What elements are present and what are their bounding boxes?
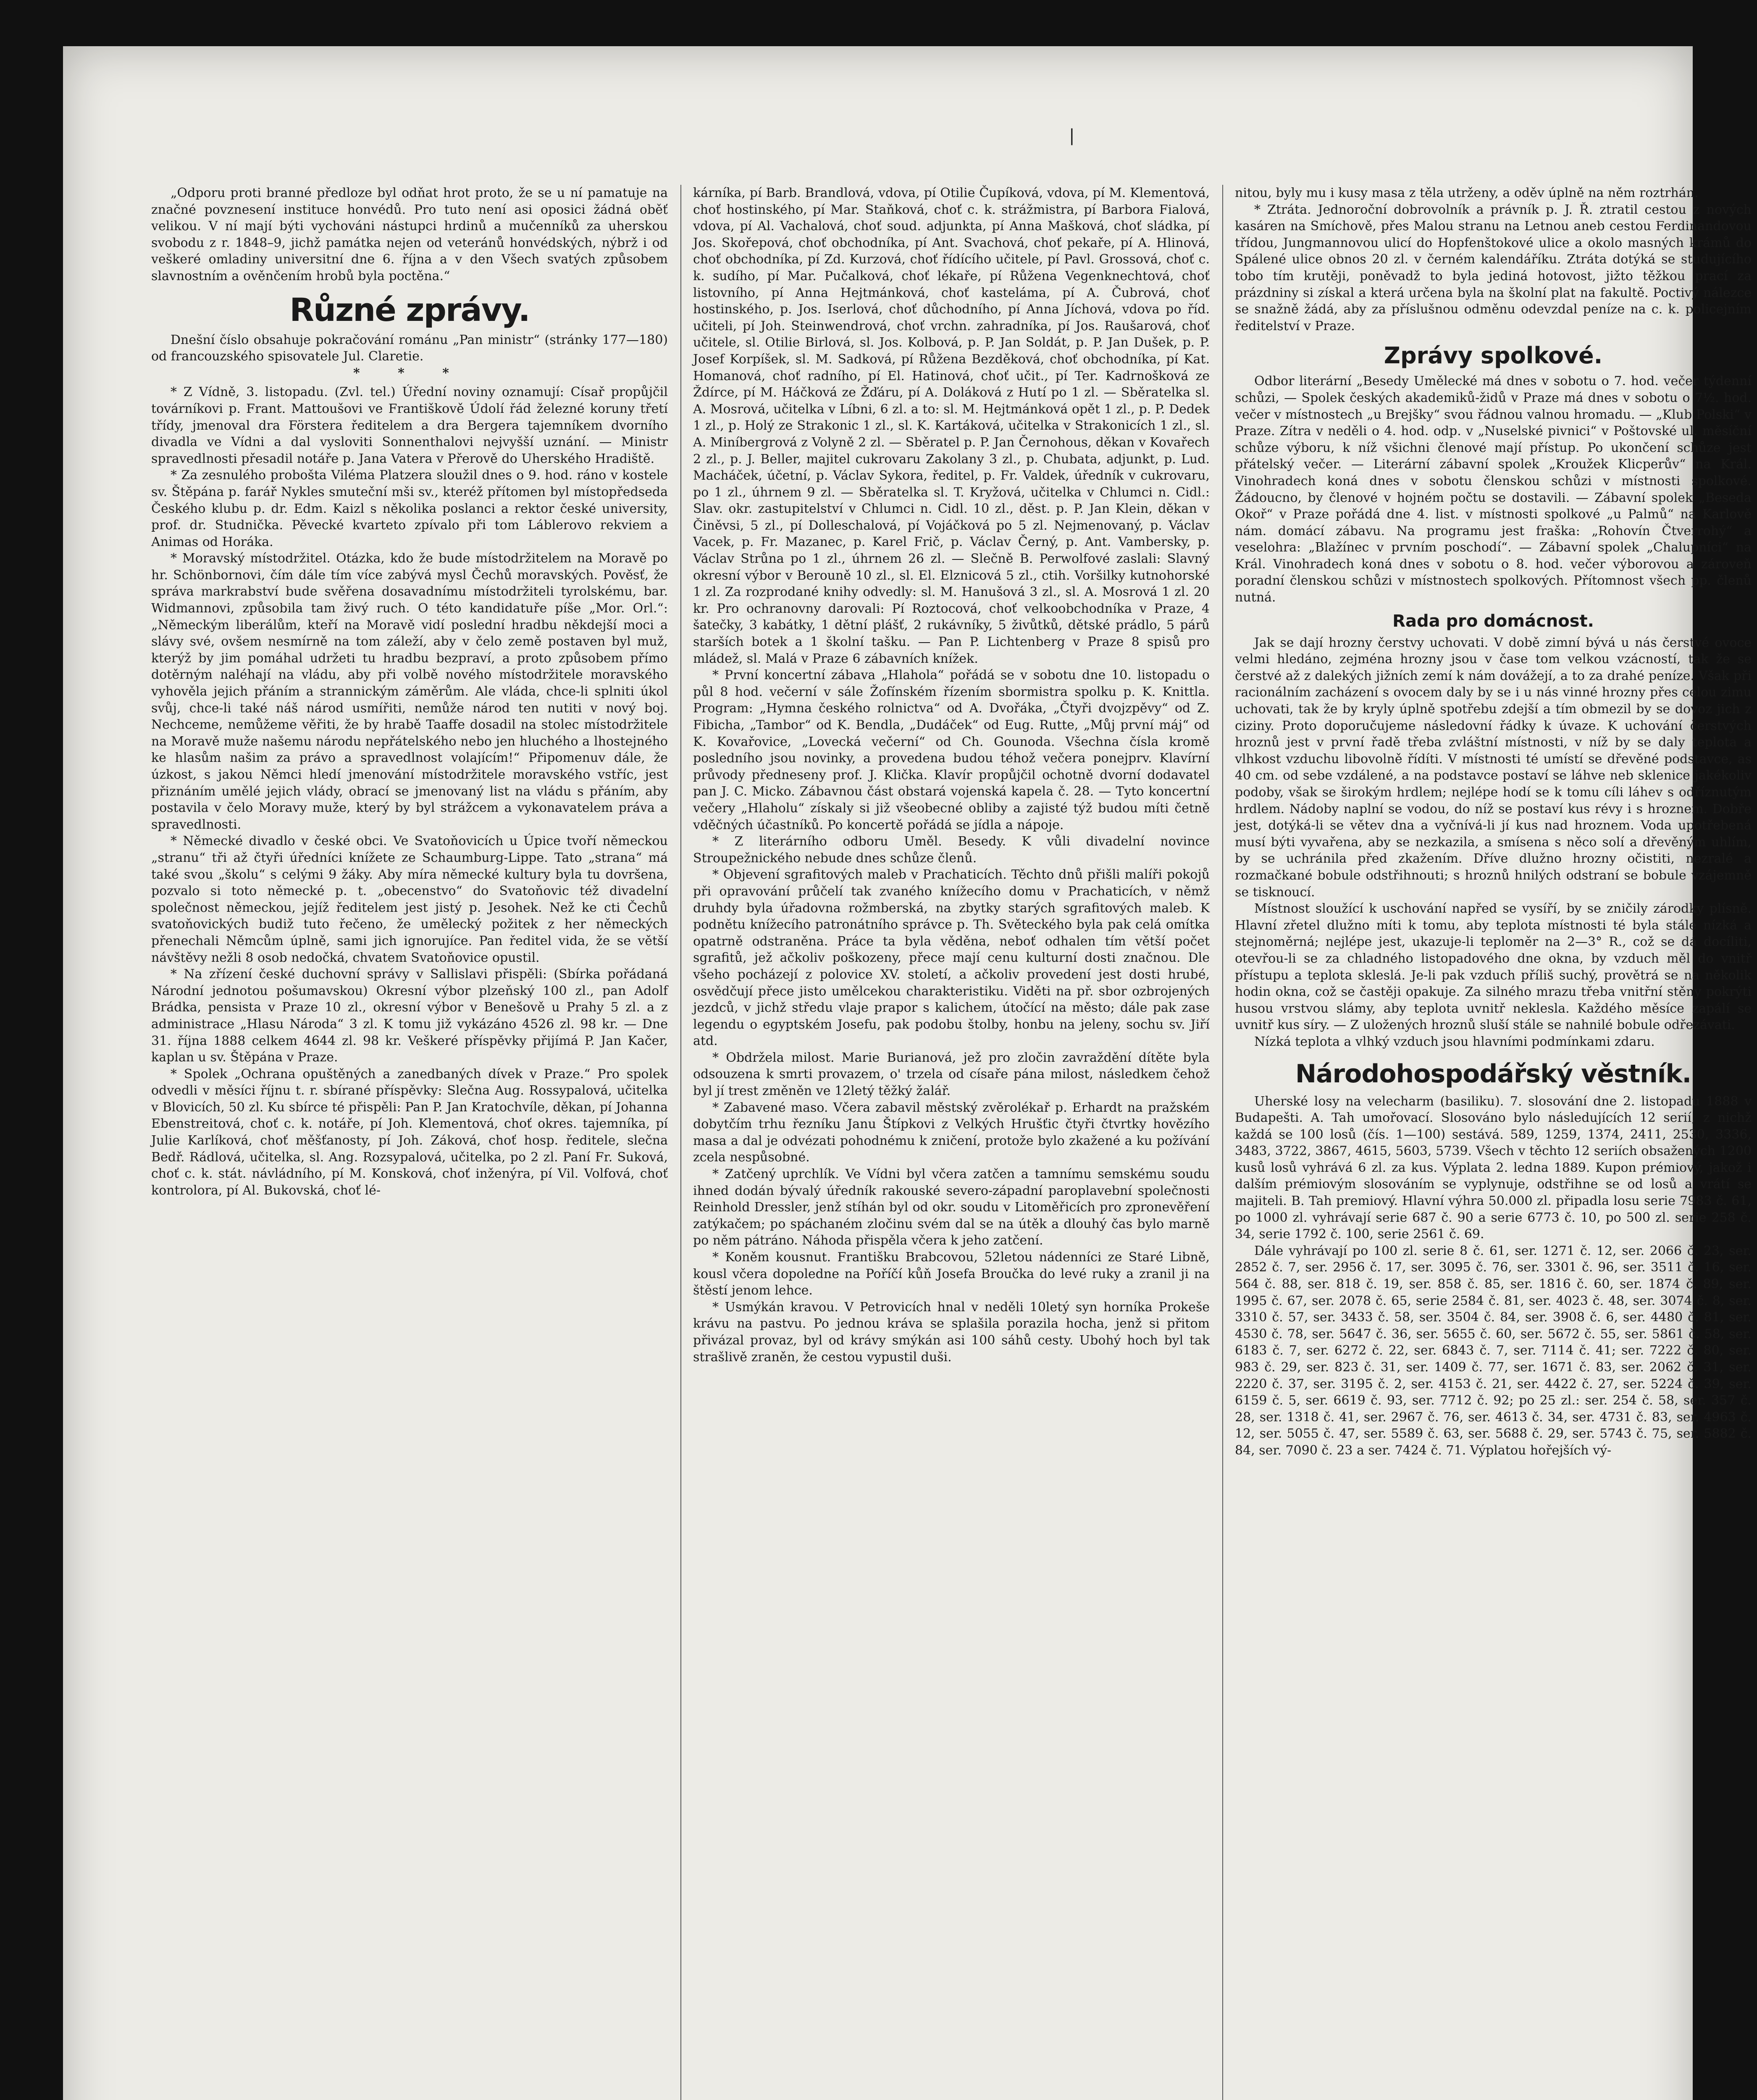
article-text: * Z literárního odboru Uměl. Besedy. K vůli divadelní novince Stroupežnického nebude dnes schůze členů. [693,834,1210,866]
column-1 [151,185,668,1199]
article-text: * První koncertní zábava „Hlahola“ pořádá se v sobotu dne 10. listopadu o půl 8 hod. večerní v sále Žofínském řízením sbormistra spolku p. K. Knittla. Program: „Hymna českého rolnictva“ od A. Dvořáka, „Čtyři dvojzpěvy“ od Z. Fibicha, „Tambor“ od K. Bendla, „Dudáček“ od Eug. Rutte, „Můj první máj“ od K. Kovařovice, „Lovecká večerní“ od Ch. Gounoda. Všechna čísla kromě posledního jsou novinky, a provedena budou téhož večera ponejprv. Klavírní průvody předneseny prof. J. Klička. Klavír propůjčil ochotně dvorní dodavatel pan J. C. Micko. Zábavnou část obstará vojenská kapela č. 28. — Tyto koncertní večery „Hlaholu“ získaly si již všeobecné obliby a zajisté týž budou míti četně vděčných účastníků. Po koncertě pořádá se jídla a nápoje. [693,668,1210,832]
article-text: * Koněm kousnut. Františku Brabcovou, 52letou nádenníci ze Staré Libně, kousl včera dopoledne na Poříčí kůň Josefa Broučka do levé ruky a zranil ji na štěstí jenom lehce. [693,1250,1210,1298]
article-text: * Na zřízení české duchovní správy v Sallislavi přispěli: (Sbírka pořádaná Národní jednotou pošumavskou) Okresní výbor plzeňský 100 zl., pan Adolf Brádka, pensista v Praze 10 zl., okresní výbor v Benešově u Prahy 5 zl. a z administrace „Hlasu Národa“ 3 zl. K tomu již vykázáno 4526 zl. 98 kr. — Dne 31. října 1888 celkem 4644 zl. 98 kr. Veškeré příspěvky přijímá P. Jan Kačer, kaplan u sv. Štěpána v Praze. [151,967,668,1065]
punch-mark: ❘ [1065,126,1079,145]
separator-stars: * * * [353,365,466,381]
article-text: „Odporu proti branné předloze byl odňat hrot proto, že se u ní pamatuje na značné povznesení instituce honvédů. Pro tuto není asi oposici žádná oběť velikou. V ní mají býti vychováni nástupci hrdinů a mučenníků za uherskou svobodu z r. 1848–9, jichž památka nejen od veteránů honvédských, nýbrž i od veškeré omladiny universitní dne 6. října a v den Všech svatých způsobem slavnostním a ověnčením hrobů byla poctěna.“ [151,186,668,284]
article-text: * Obdržela milost. Marie Burianová, jež pro zločin zavraždění dítěte byla odsouzena k smrti provazem, o' trzela od císaře pána milost, následkem čehož byl jí trest změněn ve 12letý těžký žalář. [693,1050,1210,1099]
article-text: kárníka, pí Barb. Brandlová, vdova, pí Otilie Čupíková, vdova, pí M. Klementová, choť hostinského, pí Mar. Staňková, choť c. k. strážmistra, pí Barbora Fialová, vdova, pí Al. Vachalová, choť soud. adjunkta, pí Anna Mašková, choť sládka, pí Jos. Skořepová, choť obchodníka, pí Ant. Svachová, choť pekaře, pí A. Hlinová, choť obchodníka, pí Zd. Kurzová, choť řídícího učitele, pí Pavl. Grossová, choť c. k. sudího, pí Mar. Pučalková, choť lékaře, pí Růžena Vegenknechtová, choť listovního, pí Anna Hejtmánková, choť kasteláma, pí A. Čubrová, choť hostinského, p. Jos. Iserlová, choť důchodního, pí Anna Jíchová, vdova po říd. učiteli, pí Joh. Steinwendrová, choť vrchn. zahradníka, pí Jos. Raušarová, choť učitele, sl. Otilie Birlová, sl. Jos. Kolbová, p. P. Jan Soldát, p. P. Jan Dušek, p. P. Josef Korpíšek, sl. M. Sadková, pí Růžena Bezděková, choť obchodníka, pí Kat. Homanová, choť radního, pí El. Hatinová, choť učit., pí Ter. Kadrnošková ze Ždírce, pí M. Háčková ze Žďáru, pí A. Doláková z Hutí po 1 zl. — Sběratelka sl. A. Mosrová, učitelka v Líbni, 6 zl. a to: sl. M. Hejtmánková opět 1 zl., p. P. Dedek 1 zl., p. Holý ze Strakonic 1 zl., sl. K. Kartáková, učitelka v Strakonicích 1 zl., sl. A. Miníbergrová z Volyně 2 zl. — Sběratel p. P. Jan Černohous, děkan v Kovařech 2 zl., p. J. Beller, majitel cukrovaru Zakolany 3 zl., p. Chubata, adjunkt, p. Lud. Macháček, účetní, p. Václav Sykora, ředitel, p. Fr. Valdek, úředník v cukrovaru, po 1 zl., úhrnem 9 zl. — Sběratelka sl. T. Kryžová, učitelka v Chlumci n. Cidl.: Slav. okr. zastupitelství v Chlumci n. Cidl. 10 zl., děst. p. P. Jan Klein, děkan v Činěvsi, 5 zl., pí Dolleschalová, pí Vojáčková po 5 zl. Nejmenovaný, p. Václav Vacek, p. Fr. Mazanec, p. Karel Frič, p. Václav Černý, p. Ant. Vambersky, p. Václav Strůna po 1 zl., úhrnem 26 zl. — Slečně B. Perwolfové zaslali: Slavný okresní výbor v Berouně 10 zl., sl. El. Elznicová 5 zl., ctih. Voršilky kutnohorské 1 zl. Za rozprodané knihy odvedly: sl. M. Hanušová 3 zl., sl. A. Mosrová 1 zl. 20 kr. Pro ochranovny darovali: Pí Roztocová, choť velkoobchodníka v Praze, 4 šatečky, 3 kabátky, 1 dětní plášť, 2 rukávníky, 5 živůtků, dětské prádlo, 5 párů starších botek a 1 školní tašku. — Pan P. Lichtenberg v Praze 8 spisů pro mládež, sl. Malá v Praze 6 zábavních knížek. [693,186,1210,666]
section-heading-rada-pro-domacnost: Rada pro domácnost. [1392,611,1594,631]
article-text: * Spolek „Ochrana opuštěných a zanedbaných dívek v Praze.“ Pro spolek odvedli v měsíci říjnu t. r. sbírané příspěvky: Slečna Aug. Rossypalová, učitelka v Blovicích, 50 zl. Ku sbírce té přispěli: Pan P. Jan Kratochvíle, děkan, pí Johanna Ebenstreitová, choť c. k. notáře, pí Joh. Klementová, choť okres. tajemníka, pí Julie Karlíková, choť měšťanosty, pí Joh. Záková, choť hosp. ředitele, slečna Bedř. Rádlová, učitelka, sl. Ang. Rozsypalová, učitelka, po 2 zl. Paní Fr. Suková, choť c. k. stát. návládního, pí M. Konsková, choť inženýra, pí Vil. Volfová, choť kontrolora, pí Al. Bukovská, choť lé- [151,1066,668,1198]
column-2 [693,185,1210,1365]
section-heading-zpravy-spolkove: Zprávy spolkové. [1384,342,1603,369]
article-text: * Moravský místodržitel. Otázka, kdo že bude místodržitelem na Moravě po hr. Schönbornovi, čím dále tím více zabývá mysl Čechů moravských. Pověsť, že správa markrabství bude svěřena dosavadnímu místodržiteli tyrolskému, bar. Widmannovi, způsobila tam živý ruch. O této kandidatuře píše „Mor. Orl.“: „Německým liberálům, kteří na Moravě vidí poslední hradbu někdejší moci a slávy své, ovšem nesmírně na tom záleží, aby v čelo země postaven byl muž, kterýž by jim pomáhal udržeti tu hradbu bezpraví, a proto způsobem přímo dotěrným naléhají na vládu, aby při volbě nového místodržitele moravského vyhověla jejich přáním a strannickým záměrům. Ale vláda, chce-li splniti úkol svůj, chce-li také náš národ usmířiti, nemůže národ ten nutiti v nový boj. Nechceme, nemůžeme věřiti, že by hrabě Taaffe dosadil na stolec místodržitele na Moravě muže našemu národu nepřátelského nebo jen hluchého a lhostejného ke hlasům našim za právo a spravedlnost volajícím!“ Připomenuv dále, že úzkost, s jakou Němci hledí jmenování místodržitele moravského vstříc, jest přiznáním umělé jejich vlády, obrací se jmenovaný list na vládu s přáním, aby postavila v čelo Moravy muže, který by byl strážcem a vykonavatelem práva a spravedlnosti. [151,551,668,832]
article-text: * Zabavené maso. Včera zabavil městský zvěrolékař p. Erhardt na pražském dobytčím trhu řezníku Janu Štípkovi z Velkých Hrušťic čtyři čtvrtky hovězího masa a dal je odvézati pohodnému k zničení, protože bylo zkažené a ku požívání zcela nespůsobné. [693,1100,1210,1165]
article-text: * Objevení sgrafitových maleb v Prachaticích. Těchto dnů přišli malíři pokojů při opravování průčelí tak zvaného knížecího domu v Prachaticích, v němž druhdy byla úřadovna rožmberská, na zbytky starých sgrafitových maleb. K podnětu knížecího patronátního správce p. Th. Světeckého byla pak celá omítka opatrně odstraněna. Práce ta byla věděna, neboť odhalen tím větší počet sgrafitů, jež ačkoliv poškozeny, přece mají cenu kulturní dosti značnou. Dle všeho pocházejí z polovice XV. století, a ačkoliv provedení jest dosti hrubé, osvědčují přece jisto umělcekou charakteristiku. Viděti na př. sbor ozbrojených jezdců, v jichž středu vlaje prapor s kalichem, útočící na město; dále pak zase legendu o egyptském Josefu, pak podobu štolby, honbu na jeleny, sochu sv. Jiří atd. [693,867,1210,1049]
column-divider-2 [1222,185,1223,2100]
article-text: * Německé divadlo v české obci. Ve Svatoňovicích u Úpice tvoří německou „stranu“ tři až čtyři úředníci knížete ze Schaumburg-Lippe. Tato „strana“ má také svou „školu“ s celými 9 žáky. Aby míra německé kultury byla tu dovršena, pozvalo si toto německé p. t. „obecenstvo“ do Svatoňovic též divadelní společnost německou, jejíž ředitelem jest jistý p. Jesohek. Než ke cti Čechů svatoňovických budiž tuto řečeno, že umělecký požitek z her německých přenechali Němcům úplně, sami jich ignorujíce. Pan ředitel vida, že se větší návštěvy nežli 8 osob nedočká, chvatem Svatoňovice opustil. [151,834,668,965]
article-text: nitou, byly mu i kusy masa z těla utrženy, a oděv úplně na něm roztrhán. [1235,186,1699,200]
article-text: Místnost sloužící k uschování napřed se vysíří, by se zničily zárodky plísně. Hlavní zřetel dlužno míti k tomu, aby teplota místnosti té byla stále nízká a stejnoměrná; nejlépe jest, ukazuje-li teploměr na 2—3° R., což se dá docíliti, otevřou-li se za chladného listopadového dne okna, by vzduch měl do vnitř přístupu a teplota skleslá. Je-li pak vzduch příliš suchý, provětrá se na několik hodin okna, což se častěji opakuje. Za silného mrazu třeba vnitřní stěny pokrýti husou vrstvou slámy, aby teplota uvnitř neklesla. Každého měsíce zapálí se uvnitř kus síry. — Z uložených hroznů sluší stále se nahnilé bobule odřezávati. [1235,901,1752,1033]
article-text: * Ztráta. Jednoroční dobrovolník a právník p. J. Ř. ztratil cestou z nových kasáren na Smíchově, přes Malou stranu na Letnou aneb cestou Ferdinandovou třídou, Jungmannovou ulicí do Hopfenštokové ulice a okolo masných krámů do Spálené ulice obnos 20 zl. v černém kalendáříku. Ztráta dotýká se studujícího tobo tím krutěji, poněvadž to byla jediná hotovost, jižto těžkou prací za prázdniny si získal a která určena byla na školní plat na fakultě. Poctivý nálezce se snažně žádá, aby za příslušnou odměnu odevzdal peníze na c. k. policejním ředitelství v Praze. [1235,202,1752,333]
section-heading-narodohospodarsky-vestnik: Národohospodářský věstník. [1295,1059,1691,1089]
section-heading-ruzne-zpravy: Různé zprávy. [289,291,530,328]
article-text: Uherské losy na velecharm (basiliku). 7. slosování dne 2. listopadu 1888 v Budapešti. A. Tah umořovací. Slosováno bylo následujících 12 serií, z nichž každá se 100 losů (čís. 1—100) sestává. 589, 1259, 1374, 2411, 2530, 3336, 3483, 3722, 3867, 4615, 5603, 5739. Všech v těchto 12 seriích obsažených 1200 kusů losů vyhrává 6 zl. za kus. Výplata 2. ledna 1889. Kupon prémiový, jakož i dalším prémiovým slosováním se vyplynuje, odstřihne se od losů a vrátí se majiteli. B. Tah premiový. Hlavní výhra 50.000 zl. připadla losu serie 7983 č. 61, po 1000 zl. vyhrávají serie 687 č. 90 a serie 6773 č. 10, po 500 zl. serie 258 č. 34, serie 1792 č. 100, serie 2561 č. 69. [1235,1094,1752,1242]
article-text: Jak se dají hrozny čerstvy uchovati. V době zimní bývá u nás čerstvé ovoce velmi hledáno, zejména hrozny jsou v čase tom velkou vzácností, tak že se čerstvé až z dalekých jižních zemí k nám dovážejí, a to za drahé peníze. Však při racionálním zacházení s ovocem daly by se i u nás vinné hrozny přes celou zimu uchovati, tak že by kryly úplně spotřebu zdejší a tím obmezil by se dovoz jich z ciziny. Proto doporučujeme následovní řádky k úvaze. K uchování čerstvých hroznů jest v první řadě třeba zvláštní místnosti, v níž by se daly teplota a vlhkost vzduchu libovolně řídíti. V místnosti té umístí se dřevěné podstavce, as 40 cm. od sebe vzdálené, a na podstavce postaví se láhve neb sklenice jakékoliv podoby, však se širokým hrdlem; nejlépe hodí se k tomu cíli láhev s odříznutým hrdlem. Nádoby naplní se vodou, do níž se postaví kus révy i s hroznem. Dobře jest, dotýká-li se větev dna a vyčnívá-li jí kus nad hroznem. Voda upotřebená musí býti vyvařena, aby se nezkazila, a smísena s něco solí a dřevěným uhlím, by se uchránila před zkažením. Dříve dlužno hrozny očistiti, nezralé a rozmačkané bobule odstřihnouti; s hroznů hnilých odstraní se bobule vzájemně se tisknoucí. [1235,635,1752,900]
newspaper-page [63,46,1752,2100]
article-text: Nízká teplota a vlhký vzduch jsou hlavními podmínkami zdaru. [1254,1034,1655,1049]
column-divider-1 [680,185,681,2100]
column-3 [1235,185,1752,1459]
article-text: * Usmýkán kravou. V Petrovicích hnal v neděli 10letý syn horníka Prokeše krávu na pastvu. Po jednou kráva se splašila porazila hocha, jenž si přitom přivázal provaz, byl od krávy smýkán asi 100 sáhů cesty. Ubohý hoch byl tak strašlivě zraněn, že cestou vypustil duši. [693,1299,1210,1365]
article-text: * Z Vídně, 3. listopadu. (Zvl. tel.) Úřední noviny oznamují: Císař propůjčil továrníkovi p. Frant. Mattoušovi ve Františkově Údolí řád železné koruny třetí třídy, jmenoval dra Förstera ředitelem a dra Bergera tajemníkem dvorního divadla ve Vídni a dal vysloviti Sonnenthalovi nejvyšší uznání. — Ministr spravedlnosti přesadil notáře p. Jana Vatera v Přerově do Uherského Hradiště. [151,385,668,466]
article-text: * Zatčený uprchlík. Ve Vídni byl včera zatčen a tamnímu semskému soudu ihned dodán bývalý úředník rakouské severo-západní paroplavební společnosti Reinhold Dressler, jenž stíhán byl od okr. soudu v Litoměřicích pro zpronevěření zatýkačem; po spáchaném zločinu svém dal se na útěk a dlouhý čas bylo marně po něm pátráno. Náhoda přispěla včera k jeho zatčení. [693,1167,1210,1248]
article-text: Odbor literární „Besedy Umělecké má dnes v sobotu o 7. hod. večer týdenní schůzi, — Spolek českých akademiků-židů v Praze má dnes v sobotu o 7½. hod. večer v místnostech „u Brejšky“ svou řádnou valnou hromadu. — „Klub Polski“ v Praze. Zítra v neděli o 4. hod. odp. v „Nuselské pivnici“ v Poštovské ul. měsíční schůze výboru, k níž všichni členové mají přístup. Po ukončení schůze jest přátelský večer. — Literární zábavní spolek „Kroužek Klicperův“ na Král. Vinohradech koná dnes v sobotu členskou schůzi v místnosti spolkové. Žádoucno, by členové v hojném počtu se dostavili. — Zábavní spolek „Beseda Okoř“ v Praze pořádá dne 4. list. v místnosti spolkové „u Palmů“ na Karlově nám. domácí zábavu. Na programu jest fraška: „Rohovín Čtverrohý“ a veselohra: „Blažínec v prvním poschodí“. — Zábavní spolek „Chalupníci“ na Král. Vinohradech koná dnes v sobotu o 8. hod. večer výborovou a zároveň poradní členskou schůzi v místnostech spolkových. Přítomnost všech pp. členů nutná. [1235,374,1752,605]
article-text: * Za zesnulého probošta Viléma Platzera sloužil dnes o 9. hod. ráno v kostele sv. Štěpána p. farář Nykles smuteční mši sv., kteréž přítomen byl místopředseda Českého klubu p. dr. Edm. Kaizl s několika poslanci a rektor české university, prof. dr. Studnička. Pěvecké kvarteto zpívalo při tom Láblerovo rekviem a Animas od Horáka. [151,468,668,549]
article-text: Dnešní číslo obsahuje pokračování románu „Pan ministr“ (stránky 177—180) od francouzského spisovatele Jul. Claretie. [151,332,668,364]
article-text: Dále vyhrávají po 100 zl. serie 8 č. 61, ser. 1271 č. 12, ser. 2066 č. 23, ser. 2852 č. 7, ser. 2956 č. 17, ser. 3095 č. 76, ser. 3301 č. 96, ser. 3511 č. 16, ser. 564 č. 88, ser. 818 č. 19, ser. 858 č. 85, ser. 1816 č. 60, ser. 1874 č. 89, ser. 1995 č. 67, ser. 2078 č. 65, serie 2584 č. 81, ser. 4023 č. 48, ser. 3074 č. 8, ser. 3310 č. 57, ser. 3433 č. 58, ser. 3504 č. 84, ser. 3908 č. 6, ser. 4480 č. 81, ser. 4530 č. 78, ser. 5647 č. 36, ser. 5655 č. 60, ser. 5672 č. 55, ser. 5861 č. 58, ser. 6183 č. 7, ser. 6272 č. 22, ser. 6843 č. 7, ser. 7114 č. 41; ser. 7222 č. 80, ser. 983 č. 29, ser. 823 č. 31, ser. 1409 č. 77, ser. 1671 č. 83, ser. 2062 č. 31, ser. 2220 č. 37, ser. 3195 č. 2, ser. 4153 č. 21, ser. 4422 č. 27, ser. 5224 č. 39, ser. 6159 č. 5, ser. 6619 č. 93, ser. 7712 č. 92; po 25 zl.: ser. 254 č. 58, ser. 357 č. 28, ser. 1318 č. 41, ser. 2967 č. 76, ser. 4613 č. 34, ser. 4731 č. 83, ser. 4963 č. 12, ser. 5055 č. 47, ser. 5589 č. 63, ser. 5688 č. 29, ser. 5743 č. 75, ser. 5882 č. 84, ser. 7090 č. 23 a ser. 7424 č. 71. Výplatou hořejších vý- [1235,1243,1752,1458]
